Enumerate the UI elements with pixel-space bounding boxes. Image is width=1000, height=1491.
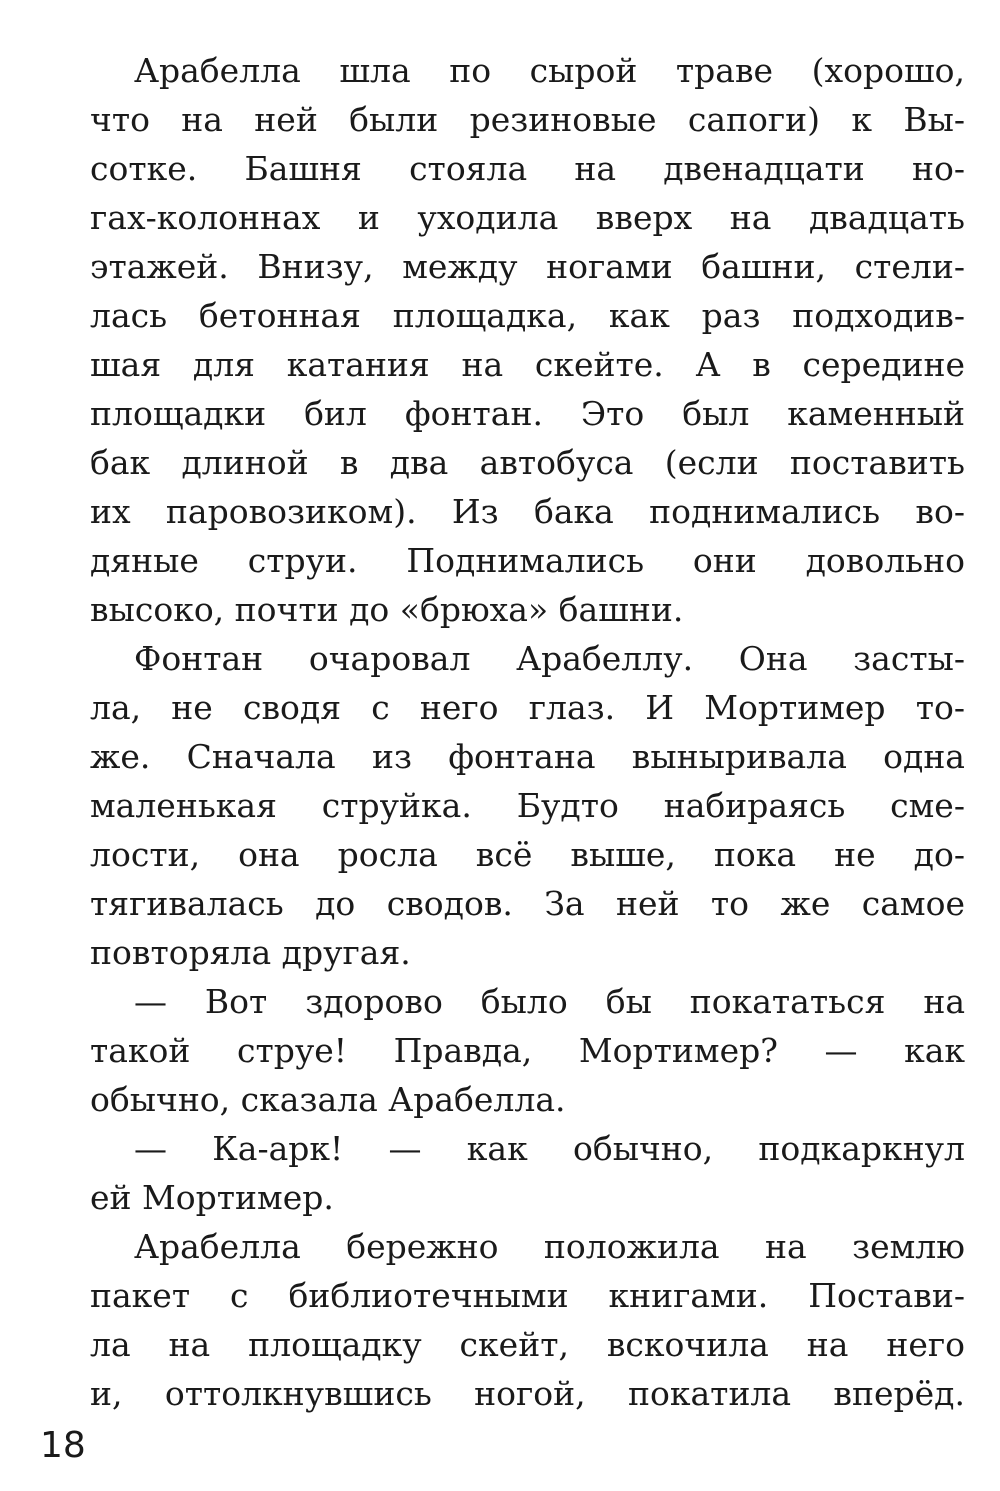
text-line: Арабелла бережно положила на землю — [134, 1227, 965, 1266]
paragraph — [90, 977, 965, 1124]
paragraph — [90, 1222, 965, 1418]
text-line: и, оттолкнувшись ногой, покатила вперёд. — [90, 1374, 965, 1413]
text-line: обычно, сказала Арабелла. — [90, 1080, 566, 1119]
paragraph — [90, 46, 965, 634]
text-line: что на ней были резиновые сапоги) к Вы- — [90, 100, 965, 139]
text-line: ла на площадку скейт, вскочила на него — [90, 1325, 965, 1364]
text-line: бак длиной в два автобуса (если поставить — [90, 443, 965, 482]
text-line: же. Сначала из фонтана выныривала одна — [90, 737, 965, 776]
text-line: тягивалась до сводов. За ней то же самое — [90, 884, 965, 923]
body-text — [90, 46, 965, 1418]
text-line: — Ка-арк! — как обычно, подкаркнул — [134, 1129, 965, 1168]
text-line: такой струе! Правда, Мортимер? — как — [90, 1031, 965, 1070]
text-line: лости, она росла всё выше, пока не до- — [90, 835, 965, 874]
paragraph — [90, 634, 965, 977]
text-line: площадки бил фонтан. Это был каменный — [90, 394, 965, 433]
page-number: 18 — [40, 1425, 86, 1466]
text-line: ей Мортимер. — [90, 1178, 334, 1217]
text-line: дяные струи. Поднимались они довольно — [90, 541, 965, 580]
paragraph — [90, 1124, 965, 1222]
text-line: лась бетонная площадка, как раз подходив- — [90, 296, 965, 335]
text-line: пакет с библиотечными книгами. Постави- — [90, 1276, 965, 1315]
text-line: Фонтан очаровал Арабеллу. Она засты- — [134, 639, 965, 678]
text-line: их паровозиком). Из бака поднимались во- — [90, 492, 965, 531]
text-line: сотке. Башня стояла на двенадцати но- — [90, 149, 965, 188]
text-line: повторяла другая. — [90, 933, 411, 972]
text-line: гах-колоннах и уходила вверх на двадцать — [90, 198, 965, 237]
text-line: этажей. Внизу, между ногами башни, стели- — [90, 247, 965, 286]
text-line: шая для катания на скейте. А в середине — [90, 345, 965, 384]
text-line: ла, не сводя с него глаз. И Мортимер то- — [90, 688, 965, 727]
text-line: — Вот здорово было бы покататься на — [134, 982, 965, 1021]
text-line: Арабелла шла по сырой траве (хорошо, — [134, 51, 965, 90]
text-line: высоко, почти до «брюха» башни. — [90, 590, 684, 629]
text-line: маленькая струйка. Будто набираясь сме- — [90, 786, 965, 825]
